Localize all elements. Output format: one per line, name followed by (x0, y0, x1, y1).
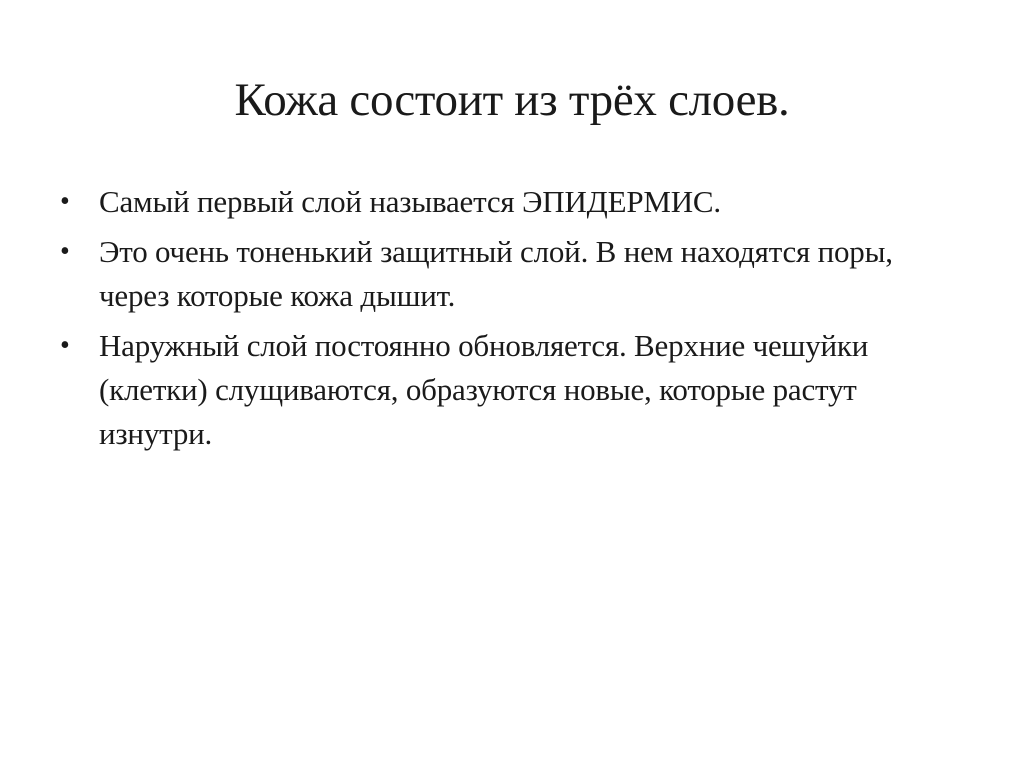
bullet-text: Самый первый слой называется ЭПИДЕРМИС. (99, 184, 721, 219)
bullet-text: Наружный слой постоянно обновляется. Верхние чешуйки (клетки) слущиваются, образуются новые, которые растут изнутри. (99, 328, 869, 451)
list-item (60, 180, 960, 224)
bullet-text: Это очень тоненький защитный слой. В нем находятся поры, через которые кожа дышит. (99, 234, 893, 313)
list-item (60, 324, 960, 456)
slide-title: Кожа состоит из трёх слоев. (234, 74, 790, 126)
bullet-icon: • (60, 186, 70, 217)
bullet-list (60, 180, 960, 462)
list-item (60, 230, 960, 318)
bullet-icon: • (60, 330, 70, 361)
bullet-icon: • (60, 236, 70, 267)
